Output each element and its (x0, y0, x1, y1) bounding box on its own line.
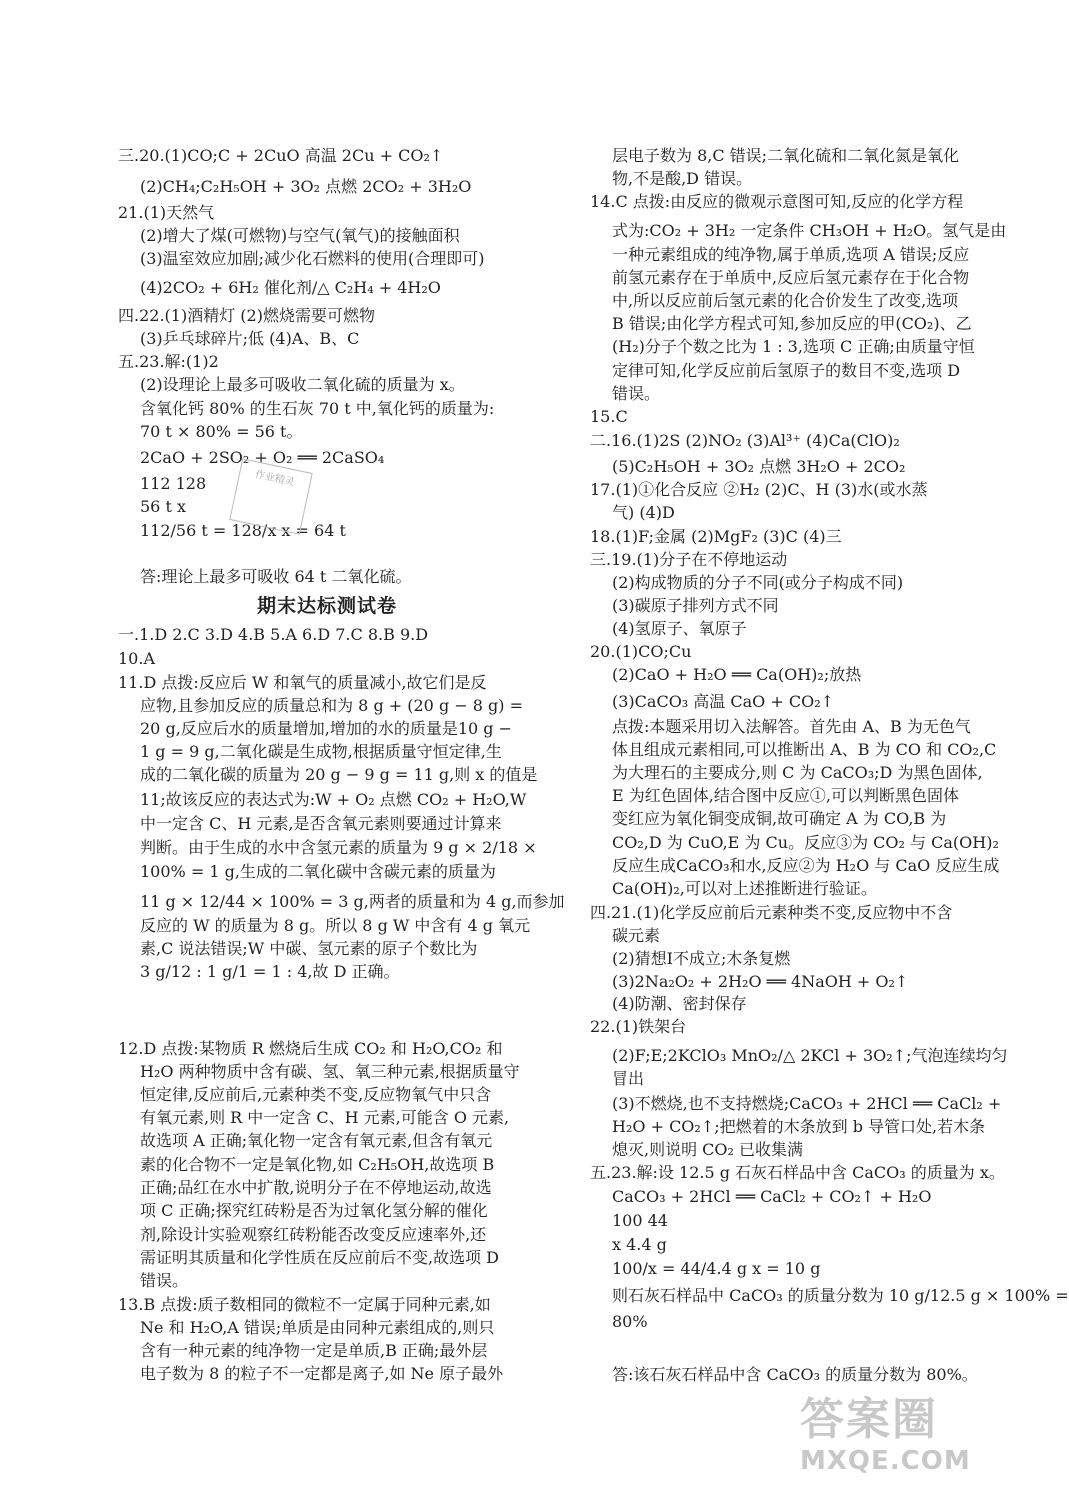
left-line: 112 128 (140, 474, 207, 493)
right-line: (H₂)分子个数之比为 1 : 3,选项 C 正确;由质量守恒 (612, 337, 975, 356)
right-line: 100 44 (612, 1211, 668, 1230)
left-line: 需证明其质量和化学性质在反应前后不变,故选项 D (140, 1248, 500, 1267)
left-line: 判断。由于生成的水中含氢元素的质量为 9 g × 2/18 × (140, 838, 537, 857)
left-line: 正确;品红在水中扩散,说明分子在不停地运动,故选 (140, 1178, 492, 1197)
left-line: 70 t × 80% = 56 t。 (140, 422, 303, 441)
left-line: 成的二氧化碳的质量为 20 g − 9 g = 11 g,则 x 的值是 (140, 765, 538, 784)
right-line: 定律可知,化学反应前后氢原子的数目不变,选项 D (612, 361, 961, 380)
left-line: 100% = 1 g,生成的二氧化碳中含碳元素的质量为 (140, 862, 496, 881)
left-line: Ne 和 H₂O,A 错误;单质是由同种元素组成的,则只 (140, 1318, 495, 1337)
right-line: (2)CaO + H₂O ══ Ca(OH)₂;放热 (612, 665, 862, 684)
right-line: 熄灭,则说明 CO₂ 已收集满 (612, 1140, 804, 1159)
right-line: 四.21.(1)化学反应前后元素种类不变,反应物中不含 (590, 903, 953, 922)
right-line: (3)CaCO₃ 高温 CaO + CO₂↑ (612, 692, 835, 711)
left-line: (2)CH₄;C₂H₅OH + 3O₂ 点燃 2CO₂ + 3H₂O (140, 177, 472, 196)
right-line: 一种元素组成的纯净物,属于单质,选项 A 错误;反应 (612, 245, 970, 264)
right-line: (4)氢原子、氧原子 (612, 619, 747, 638)
watermark (800, 1395, 990, 1477)
left-line: 11;故该反应的表达式为:W + O₂ 点燃 CO₂ + H₂O,W (140, 790, 527, 809)
right-line: 气) (4)D (612, 503, 675, 522)
right-line: 二.16.(1)2S (2)NO₂ (3)Al³⁺ (4)Ca(ClO)₂ (590, 431, 900, 450)
left-line: 项 C 正确;探究红砖粉是否为过氧化氢分解的催化 (140, 1201, 488, 1220)
left-line: 答:理论上最多可吸收 64 t 二氧化硫。 (140, 567, 412, 586)
left-line: 11.D 点拨:反应后 W 和氧气的质量减小,故它们是反 (118, 673, 487, 692)
right-line: CO₂,D 为 CuO,E 为 Cu。反应③为 CO₂ 与 Ca(OH)₂ (612, 833, 999, 852)
right-line: 为大理石的主要成分,则 C 为 CaCO₃;D 为黑色固体, (612, 763, 983, 782)
left-line: 反应的 W 的质量为 8 g。所以 8 g W 中含有 4 g 氧元 (140, 916, 531, 935)
left-line: (4)2CO₂ + 6H₂ 催化剂/△ C₂H₄ + 4H₂O (140, 278, 441, 297)
right-line: 物,不是酸,D 错误。 (612, 169, 753, 188)
right-line: 17.(1)①化合反应 ②H₂ (2)C、H (3)水(或水蒸 (590, 480, 928, 499)
right-line: E 为红色固体,结合图中反应①,可以判断黑色固体 (612, 786, 959, 805)
left-line: 一.1.D 2.C 3.D 4.B 5.A 6.D 7.C 8.B 9.D (118, 625, 429, 644)
left-line: 电子数为 8 的粒子不一定都是离子,如 Ne 原子最外 (140, 1364, 504, 1383)
stamp: 作业精灵 (229, 458, 313, 535)
right-line: 冒出 (612, 1069, 645, 1088)
right-line: B 错误;由化学方程式可知,参加反应的甲(CO₂)、乙 (612, 314, 972, 333)
right-line: 体且组成元素相同,可以推断出 A、B 为 CO 和 CO₂,C (612, 740, 997, 759)
left-line: 故选项 A 正确;氧化物一定含有氧元素,但含有氧元 (140, 1131, 493, 1150)
left-line: (2)增大了煤(可燃物)与空气(氧气)的接触面积 (140, 226, 460, 245)
left-line: 应物,且参加反应的质量总和为 8 g + (20 g − 8 g) = (140, 696, 524, 715)
right-line: 变红应为氧化铜变成铜,故可确定 A 为 CO,B 为 (612, 809, 947, 828)
right-line: 错误。 (612, 384, 661, 403)
right-line: (4)防潮、密封保存 (612, 994, 747, 1013)
right-line: 三.19.(1)分子在不停地运动 (590, 550, 788, 569)
right-line: 18.(1)F;金属 (2)MgF₂ (3)C (4)三 (590, 527, 842, 546)
right-line: 碳元素 (612, 926, 661, 945)
right-line: 答:该石灰石样品中含 CaCO₃ 的质量分数为 80%。 (612, 1365, 978, 1384)
right-line: 五.23.解:设 12.5 g 石灰石样品中含 CaCO₃ 的质量为 x。 (590, 1163, 1005, 1182)
right-line: (2)F;E;2KClO₃ MnO₂/△ 2KCl + 3O₂↑;气泡连续均匀 (612, 1046, 1008, 1065)
left-line: 恒定律,反应前后,元素种类不变,反应物氧气中只含 (140, 1085, 492, 1104)
left-line: 21.(1)天然气 (118, 203, 215, 222)
left-line: 56 t x (140, 497, 186, 516)
left-line: 1 g = 9 g,二氧化碳是生成物,根据质量守恒定律,生 (140, 742, 502, 761)
left-line: 112/56 t = 128/x x = 64 t (140, 521, 346, 540)
left-line: (3)温室效应加剧;减少化石燃料的使用(合理即可) (140, 249, 485, 268)
left-line: 10.A (118, 649, 155, 668)
left-line: 素,C 说法错误;W 中碳、氢元素的原子个数比为 (140, 939, 478, 958)
left-line: 含氧化钙 80% 的生石灰 70 t 中,氧化钙的质量为: (140, 399, 495, 418)
right-line: 点拨:本题采用切入法解答。首先由 A、B 为无色气 (612, 717, 971, 736)
left-line: (3)乒乓球碎片;低 (4)A、B、C (140, 329, 360, 348)
right-line: 则石灰石样品中 CaCO₃ 的质量分数为 10 g/12.5 g × 100% = (612, 1286, 1069, 1305)
left-line: 错误。 (140, 1271, 189, 1290)
right-line: 14.C 点拨:由反应的微观示意图可知,反应的化学方程 (590, 192, 964, 211)
left-line: (2)设理论上最多可吸收二氧化硫的质量为 x。 (140, 375, 465, 394)
section-title: 期末达标测试卷 (256, 595, 397, 617)
right-line: x 4.4 g (612, 1235, 667, 1254)
right-line: 20.(1)CO;Cu (590, 642, 692, 661)
right-line: 层电子数为 8,C 错误;二氧化硫和二氧化氮是氧化 (612, 146, 960, 165)
left-line: 四.22.(1)酒精灯 (2)燃烧需要可燃物 (118, 306, 375, 325)
right-line: (3)2Na₂O₂ + 2H₂O ══ 4NaOH + O₂↑ (612, 972, 909, 991)
left-line: 三.20.(1)CO;C + 2CuO 高温 2Cu + CO₂↑ (118, 146, 444, 165)
left-line: 13.B 点拨:质子数相同的微粒不一定属于同种元素,如 (118, 1295, 491, 1314)
left-line: 有氧元素,则 R 中一定含 C、H 元素,可能含 O 元素, (140, 1108, 510, 1127)
left-line: 11 g × 12/44 × 100% = 3 g,两者的质量和为 4 g,而参加 (140, 892, 565, 911)
right-line: (3)碳原子排列方式不同 (612, 596, 779, 615)
right-line: H₂O + CO₂↑;把燃着的木条放到 b 导管口处,若木条 (612, 1117, 986, 1136)
right-line: (5)C₂H₅OH + 3O₂ 点燃 3H₂O + 2CO₂ (612, 457, 906, 476)
left-line: 3 g/12 : 1 g/1 = 1 : 4,故 D 正确。 (140, 962, 400, 981)
watermark-url: MXQE.COM (800, 1446, 971, 1476)
right-line: 反应生成CaCO₃和水,反应②为 H₂O 与 CaO 反应生成 (612, 856, 1000, 875)
left-line: 12.D 点拨:某物质 R 燃烧后生成 CO₂ 和 H₂O,CO₂ 和 (118, 1039, 503, 1058)
right-line: 前氢元素存在于单质中,反应后氢元素存在于化合物 (612, 268, 970, 287)
left-line: H₂O 两种物质中含有碳、氢、氧三种元素,根据质量守 (140, 1062, 520, 1081)
right-line: 22.(1)铁架台 (590, 1017, 687, 1036)
left-line: 中一定含 C、H 元素,是否含氧元素则要通过计算来 (140, 814, 502, 833)
right-line: (2)构成物质的分子不同(或分子构成不同) (612, 573, 904, 592)
right-line: 式为:CO₂ + 3H₂ 一定条件 CH₃OH + H₂O。氢气是由 (612, 221, 1007, 240)
watermark-logo: 答案圈 (800, 1394, 938, 1445)
right-line: (2)猜想Ⅰ不成立;木条复燃 (612, 949, 791, 968)
left-line: 含有一种元素的纯净物一定是单质,B 正确;最外层 (140, 1341, 488, 1360)
left-line: 剂,除设计实验观察红砖粉能否改变反应速率外,还 (140, 1225, 487, 1244)
right-line: 15.C (590, 407, 628, 426)
right-line: CaCO₃ + 2HCl ══ CaCl₂ + CO₂↑ + H₂O (612, 1187, 932, 1206)
left-line: 素的化合物不一定是氧化物,如 C₂H₅OH,故选项 B (140, 1155, 495, 1174)
right-line: 中,所以反应前后氢元素的化合价发生了改变,选项 (612, 291, 959, 310)
left-line: 五.23.解:(1)2 (118, 352, 219, 371)
right-line: Ca(OH)₂,可以对上述推断进行验证。 (612, 879, 877, 898)
right-line: (3)不燃烧,也不支持燃烧;CaCO₃ + 2HCl ══ CaCl₂ + (612, 1094, 1002, 1113)
left-line: 2CaO + 2SO₂ + O₂ ══ 2CaSO₄ (140, 448, 385, 467)
right-line: 100/x = 44/4.4 g x = 10 g (612, 1259, 821, 1278)
right-line: 80% (612, 1312, 648, 1331)
left-line: 20 g,反应后水的质量增加,增加的水的质量是10 g − (140, 719, 513, 738)
